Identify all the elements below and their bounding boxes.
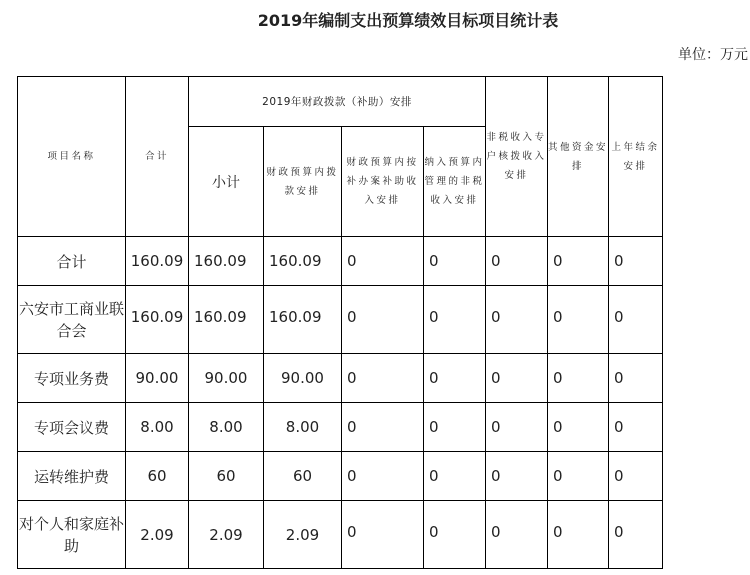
row-name: 运转维护费: [18, 452, 126, 501]
row-managed: 0: [424, 354, 486, 403]
row-name: 专项会议费: [18, 403, 126, 452]
row-prior: 0: [609, 403, 663, 452]
row-total: 90.00: [126, 354, 189, 403]
row-special: 0: [486, 501, 548, 569]
row-managed: 0: [424, 501, 486, 569]
row-name: 六安市工商业联合会: [18, 286, 126, 354]
row-managed: 0: [424, 286, 486, 354]
row-subtotal: 90.00: [189, 354, 264, 403]
row-subsidy: 0: [342, 452, 424, 501]
row-special: 0: [486, 286, 548, 354]
table-row: [18, 403, 663, 452]
row-managed: 0: [424, 403, 486, 452]
row-other: 0: [548, 452, 609, 501]
row-total: 160.09: [126, 286, 189, 354]
row-subsidy: 0: [342, 354, 424, 403]
table-row: [18, 286, 663, 354]
row-subtotal: 160.09: [189, 237, 264, 286]
row-allocation: 90.00: [264, 354, 342, 403]
row-allocation: 2.09: [264, 501, 342, 569]
row-prior: 0: [609, 452, 663, 501]
row-managed: 0: [424, 237, 486, 286]
row-managed: 0: [424, 452, 486, 501]
row-name: 合计: [18, 237, 126, 286]
row-subsidy: 0: [342, 237, 424, 286]
row-allocation: 160.09: [264, 286, 342, 354]
row-subtotal: 160.09: [189, 286, 264, 354]
header-subtotal: 小计: [189, 127, 264, 237]
header-project-name: 项目名称: [18, 77, 126, 237]
row-allocation: 8.00: [264, 403, 342, 452]
row-prior: 0: [609, 286, 663, 354]
row-other: 0: [548, 237, 609, 286]
header-budget-subsidy: 财政预算内按补办案补助收入安排: [342, 127, 424, 237]
row-subsidy: 0: [342, 501, 424, 569]
row-subtotal: 8.00: [189, 403, 264, 452]
row-other: 0: [548, 354, 609, 403]
header-prior-balance: 上年结余安排: [609, 77, 663, 237]
row-name: 专项业务费: [18, 354, 126, 403]
header-fiscal-group: 2019年财政拨款（补助）安排: [189, 77, 486, 127]
row-prior: 0: [609, 237, 663, 286]
table-row: [18, 501, 663, 569]
table-row: [18, 354, 663, 403]
row-other: 0: [548, 501, 609, 569]
row-total: 2.09: [126, 501, 189, 569]
row-prior: 0: [609, 354, 663, 403]
row-other: 0: [548, 403, 609, 452]
row-subtotal: 60: [189, 452, 264, 501]
table-row: [18, 452, 663, 501]
row-subsidy: 0: [342, 403, 424, 452]
row-total: 60: [126, 452, 189, 501]
page-title: 2019年编制支出预算绩效目标项目统计表: [257, 11, 559, 30]
row-special: 0: [486, 403, 548, 452]
row-name: 对个人和家庭补助: [18, 501, 126, 569]
row-special: 0: [486, 452, 548, 501]
unit-label: 单位：万元: [678, 47, 748, 63]
header-budget-allocation: 财政预算内拨款安排: [264, 127, 342, 237]
row-total: 160.09: [126, 237, 189, 286]
table-row: [18, 237, 663, 286]
row-special: 0: [486, 354, 548, 403]
row-other: 0: [548, 286, 609, 354]
row-subsidy: 0: [342, 286, 424, 354]
row-special: 0: [486, 237, 548, 286]
header-nontax-special: 非税收入专户核拨收入安排: [486, 77, 548, 237]
row-prior: 0: [609, 501, 663, 569]
row-allocation: 160.09: [264, 237, 342, 286]
row-subtotal: 2.09: [189, 501, 264, 569]
budget-table: [17, 76, 663, 569]
header-managed-nontax: 纳入预算内管理的非税收入安排: [424, 127, 486, 237]
row-total: 8.00: [126, 403, 189, 452]
header-total: 合计: [126, 77, 189, 237]
row-allocation: 60: [264, 452, 342, 501]
header-other-funds: 其他资金安排: [548, 77, 609, 237]
